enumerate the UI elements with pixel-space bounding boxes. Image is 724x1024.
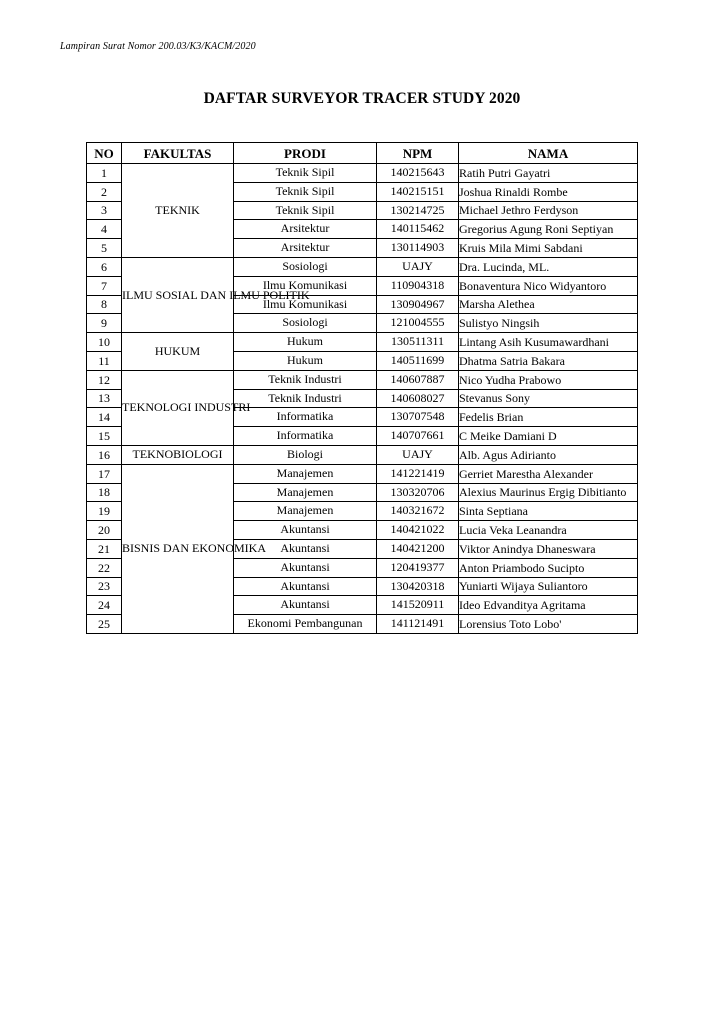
npm-cell: 130511311 bbox=[377, 333, 459, 352]
npm-cell: 130320706 bbox=[377, 483, 459, 502]
header-fakultas: FAKULTAS bbox=[122, 143, 234, 164]
prodi-cell: Teknik Industri bbox=[234, 389, 377, 408]
npm-cell: 141121491 bbox=[377, 615, 459, 634]
nama-cell: Dra. Lucinda, ML. bbox=[459, 257, 638, 276]
nama-cell: Lorensius Toto Lobo' bbox=[459, 615, 638, 634]
row-number: 17 bbox=[87, 464, 122, 483]
npm-cell: 140608027 bbox=[377, 389, 459, 408]
nama-cell: Ideo Edvanditya Agritama bbox=[459, 596, 638, 615]
npm-cell: 140215643 bbox=[377, 164, 459, 183]
prodi-cell: Sosiologi bbox=[234, 257, 377, 276]
prodi-cell: Biologi bbox=[234, 445, 377, 464]
nama-cell: Sinta Septiana bbox=[459, 502, 638, 521]
row-number: 7 bbox=[87, 276, 122, 295]
document-title: DAFTAR SURVEYOR TRACER STUDY 2020 bbox=[203, 90, 521, 107]
row-number: 18 bbox=[87, 483, 122, 502]
table-row bbox=[87, 164, 638, 183]
nama-cell: Joshua Rinaldi Rombe bbox=[459, 182, 638, 201]
prodi-cell: Hukum bbox=[234, 351, 377, 370]
row-number: 15 bbox=[87, 427, 122, 446]
npm-cell: 130114903 bbox=[377, 239, 459, 258]
npm-cell: UAJY bbox=[377, 257, 459, 276]
prodi-cell: Informatika bbox=[234, 427, 377, 446]
npm-cell: 140421022 bbox=[377, 521, 459, 540]
npm-cell: 140115462 bbox=[377, 220, 459, 239]
row-number: 25 bbox=[87, 615, 122, 634]
prodi-cell: Akuntansi bbox=[234, 577, 377, 596]
nama-cell: Ratih Putri Gayatri bbox=[459, 164, 638, 183]
npm-cell: UAJY bbox=[377, 445, 459, 464]
table-row bbox=[87, 464, 638, 483]
faculty-cell: TEKNOLOGI INDUSTRI bbox=[122, 370, 234, 445]
prodi-cell: Informatika bbox=[234, 408, 377, 427]
row-number: 1 bbox=[87, 164, 122, 183]
row-number: 12 bbox=[87, 370, 122, 389]
npm-cell: 140607887 bbox=[377, 370, 459, 389]
nama-cell: Marsha Alethea bbox=[459, 295, 638, 314]
letter-reference: Lampiran Surat Nomor 200.03/K3/KACM/2020 bbox=[60, 41, 256, 52]
npm-cell: 130904967 bbox=[377, 295, 459, 314]
row-number: 19 bbox=[87, 502, 122, 521]
npm-cell: 141520911 bbox=[377, 596, 459, 615]
prodi-cell: Sosiologi bbox=[234, 314, 377, 333]
nama-cell: Yuniarti Wijaya Suliantoro bbox=[459, 577, 638, 596]
row-number: 23 bbox=[87, 577, 122, 596]
faculty-cell: TEKNOBIOLOGI bbox=[122, 445, 234, 464]
npm-cell: 121004555 bbox=[377, 314, 459, 333]
nama-cell: Anton Priambodo Sucipto bbox=[459, 558, 638, 577]
npm-cell: 140707661 bbox=[377, 427, 459, 446]
nama-cell: Nico Yudha Prabowo bbox=[459, 370, 638, 389]
nama-cell: Michael Jethro Ferdyson bbox=[459, 201, 638, 220]
npm-cell: 110904318 bbox=[377, 276, 459, 295]
npm-cell: 130707548 bbox=[377, 408, 459, 427]
surveyor-table bbox=[86, 142, 638, 634]
npm-cell: 140321672 bbox=[377, 502, 459, 521]
row-number: 20 bbox=[87, 521, 122, 540]
table-header-row bbox=[87, 143, 638, 164]
row-number: 22 bbox=[87, 558, 122, 577]
row-number: 8 bbox=[87, 295, 122, 314]
prodi-cell: Ilmu Komunikasi bbox=[234, 295, 377, 314]
table-row bbox=[87, 445, 638, 464]
nama-cell: Lintang Asih Kusumawardhani bbox=[459, 333, 638, 352]
prodi-cell: Akuntansi bbox=[234, 539, 377, 558]
table-row bbox=[87, 370, 638, 389]
prodi-cell: Manajemen bbox=[234, 483, 377, 502]
table-row bbox=[87, 333, 638, 352]
prodi-cell: Hukum bbox=[234, 333, 377, 352]
prodi-cell: Manajemen bbox=[234, 502, 377, 521]
nama-cell: Stevanus Sony bbox=[459, 389, 638, 408]
nama-cell: C Meike Damiani D bbox=[459, 427, 638, 446]
row-number: 2 bbox=[87, 182, 122, 201]
header-nama: NAMA bbox=[459, 143, 638, 164]
nama-cell: Dhatma Satria Bakara bbox=[459, 351, 638, 370]
row-number: 4 bbox=[87, 220, 122, 239]
nama-cell: Gregorius Agung Roni Septiyan bbox=[459, 220, 638, 239]
nama-cell: Sulistyo Ningsih bbox=[459, 314, 638, 333]
prodi-cell: Ekonomi Pembangunan bbox=[234, 615, 377, 634]
row-number: 3 bbox=[87, 201, 122, 220]
prodi-cell: Teknik Sipil bbox=[234, 201, 377, 220]
npm-cell: 140215151 bbox=[377, 182, 459, 201]
faculty-cell: BISNIS DAN EKONOMIKA bbox=[122, 464, 234, 633]
prodi-cell: Teknik Sipil bbox=[234, 182, 377, 201]
prodi-cell: Akuntansi bbox=[234, 521, 377, 540]
npm-cell: 120419377 bbox=[377, 558, 459, 577]
nama-cell: Gerriet Marestha Alexander bbox=[459, 464, 638, 483]
nama-cell: Kruis Mila Mimi Sabdani bbox=[459, 239, 638, 258]
prodi-cell: Ilmu Komunikasi bbox=[234, 276, 377, 295]
nama-cell: Fedelis Brian bbox=[459, 408, 638, 427]
row-number: 10 bbox=[87, 333, 122, 352]
row-number: 6 bbox=[87, 257, 122, 276]
table-row bbox=[87, 257, 638, 276]
npm-cell: 141221419 bbox=[377, 464, 459, 483]
row-number: 9 bbox=[87, 314, 122, 333]
nama-cell: Alb. Agus Adirianto bbox=[459, 445, 638, 464]
prodi-cell: Manajemen bbox=[234, 464, 377, 483]
faculty-cell: HUKUM bbox=[122, 333, 234, 371]
row-number: 21 bbox=[87, 539, 122, 558]
header-prodi: PRODI bbox=[234, 143, 377, 164]
nama-cell: Lucia Veka Leanandra bbox=[459, 521, 638, 540]
prodi-cell: Teknik Sipil bbox=[234, 164, 377, 183]
npm-cell: 130420318 bbox=[377, 577, 459, 596]
row-number: 13 bbox=[87, 389, 122, 408]
table-body bbox=[87, 164, 638, 634]
prodi-cell: Teknik Industri bbox=[234, 370, 377, 389]
nama-cell: Viktor Anindya Dhaneswara bbox=[459, 539, 638, 558]
prodi-cell: Arsitektur bbox=[234, 220, 377, 239]
faculty-cell: TEKNIK bbox=[122, 164, 234, 258]
npm-cell: 130214725 bbox=[377, 201, 459, 220]
row-number: 5 bbox=[87, 239, 122, 258]
prodi-cell: Akuntansi bbox=[234, 558, 377, 577]
prodi-cell: Arsitektur bbox=[234, 239, 377, 258]
header-npm: NPM bbox=[377, 143, 459, 164]
row-number: 16 bbox=[87, 445, 122, 464]
header-no: NO bbox=[87, 143, 122, 164]
faculty-cell: ILMU SOSIAL DAN ILMU POLITIK bbox=[122, 257, 234, 332]
npm-cell: 140511699 bbox=[377, 351, 459, 370]
row-number: 11 bbox=[87, 351, 122, 370]
row-number: 14 bbox=[87, 408, 122, 427]
nama-cell: Alexius Maurinus Ergig Dibitianto bbox=[459, 483, 638, 502]
prodi-cell: Akuntansi bbox=[234, 596, 377, 615]
npm-cell: 140421200 bbox=[377, 539, 459, 558]
row-number: 24 bbox=[87, 596, 122, 615]
nama-cell: Bonaventura Nico Widyantoro bbox=[459, 276, 638, 295]
